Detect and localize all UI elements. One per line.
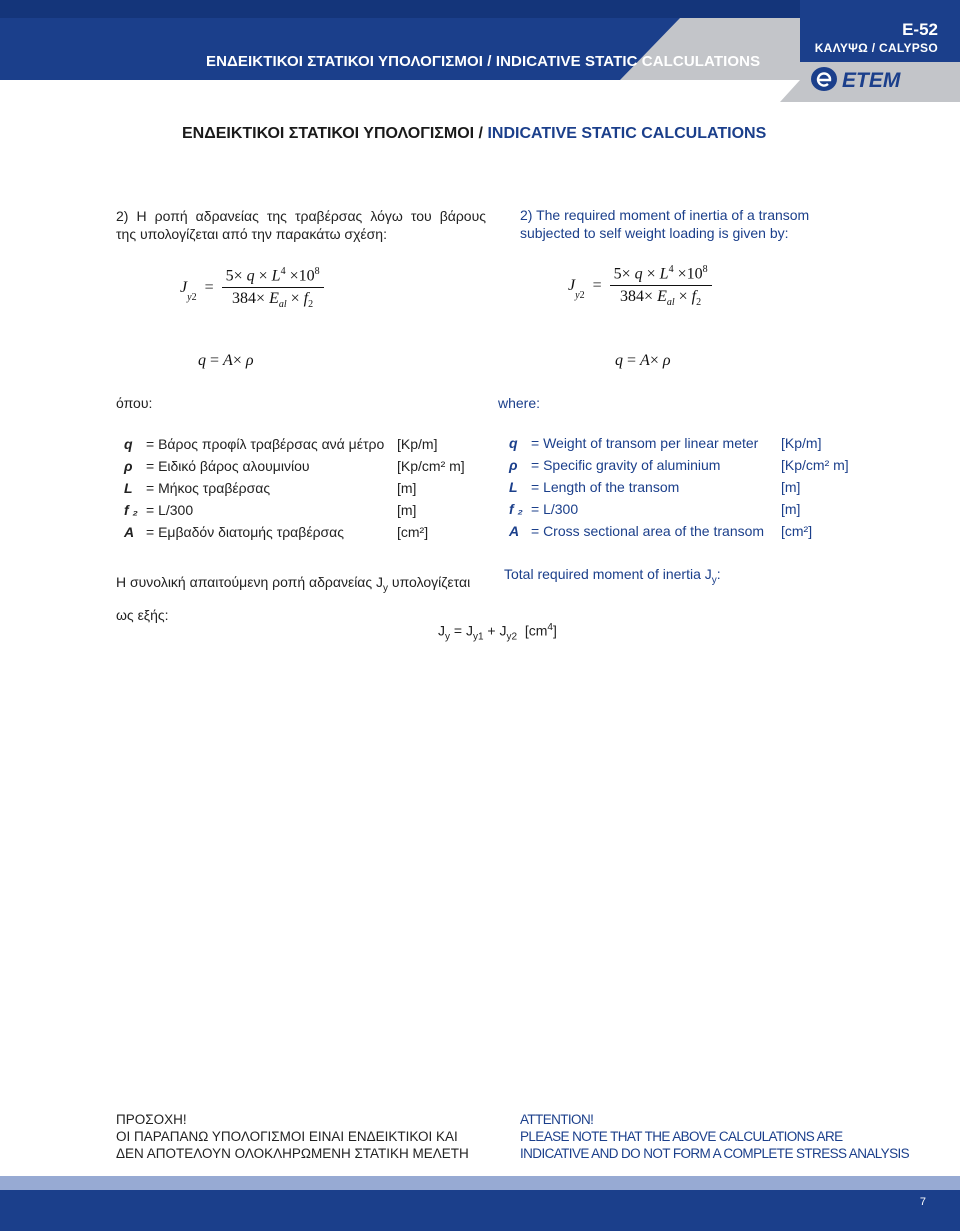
note-greek-line1: ΟΙ ΠΑΡΑΠΑΝΩ ΥΠΟΛΟΓΙΣΜΟΙ ΕΙΝΑΙ ΕΝΔΕΙΚΤΙΚΟΙ ΚΑΙ [116, 1129, 458, 1144]
intro-english [520, 206, 809, 242]
variable-desc: = L/300 [531, 501, 579, 517]
variable-symbol: q [124, 436, 133, 452]
formula-jy2-left: $J_{y2}$ = $\frac{5\times q \times L^4 \times 10^8}{384\times E_{al} \times f_2}$ [180, 266, 324, 311]
total-english-end: : [716, 566, 721, 582]
variable-desc: = Μήκος τραβέρσας [146, 480, 271, 496]
document-code: E-52 [902, 20, 938, 39]
note-greek-line2: ΔΕΝ ΑΠΟΤΕΛΟΥΝ ΟΛΟΚΛΗΡΩΜΕΝΗ ΣΤΑΤΙΚΗ ΜΕΛΕΤΗ [116, 1146, 469, 1161]
variable-symbol: q [509, 435, 518, 451]
intro-greek-line2: της υπολογίζεται από την παρακάτω σχέση: [116, 226, 387, 242]
variable-symbol: A [509, 523, 520, 539]
variable-unit: [cm²] [781, 523, 813, 539]
variable-desc: = Ειδικό βάρος αλουμινίου [146, 458, 310, 474]
total-greek-line1: Η συνολική απαιτούμενη ροπή αδρανείας J [116, 574, 384, 590]
page-title [182, 125, 766, 143]
note-english-line2: INDICATIVE AND DO NOT FORM A COMPLETE STRESS ANALYSIS [520, 1146, 910, 1161]
variable-symbol: ρ [124, 458, 133, 474]
where-english: where: [498, 395, 541, 411]
intro-greek [116, 207, 486, 243]
variables-english [509, 432, 889, 542]
variable-unit: [Kp/cm² m] [397, 458, 465, 474]
series-name: ΚΑΛΥΨΩ / CALYPSO [814, 41, 938, 55]
total-greek-line2: ως εξής: [116, 606, 169, 623]
variable-row [124, 433, 484, 455]
variable-row [124, 499, 484, 521]
intro-english-line1: 2) The required moment of inertia of a transom [520, 207, 810, 223]
formula-q-right: q = A× ρ [615, 352, 671, 369]
variable-desc: = Length of the transom [531, 479, 680, 495]
note-english-line1: PLEASE NOTE THAT THE ABOVE CALCULATIONS ARE [520, 1129, 843, 1144]
etem-logo [810, 66, 940, 92]
total-english-text: Total required moment of inertia J [504, 566, 712, 582]
variable-symbol: L [124, 480, 133, 496]
variable-unit: [Kp/m] [397, 436, 438, 452]
variable-unit: [m] [397, 480, 417, 496]
note-english-title: ATTENTION! [520, 1112, 594, 1127]
variable-unit: [m] [781, 479, 801, 495]
variable-row [509, 498, 889, 520]
intro-english-line2: subjected to self weight loading is given by: [520, 225, 789, 241]
footer-bar [0, 1190, 960, 1231]
variable-row [509, 432, 889, 454]
variable-row [124, 521, 484, 543]
variable-row [124, 455, 484, 477]
variable-row [509, 520, 889, 542]
variable-unit: [m] [781, 501, 801, 517]
variable-unit: [Kp/cm² m] [781, 457, 849, 473]
total-english [504, 565, 721, 590]
formula-q-left: q = A× ρ [198, 352, 254, 369]
page-title-greek: ΕΝΔΕΙΚΤΙΚΟΙ ΣΤΑΤΙΚΟΙ ΥΠΟΛΟΓΙΣΜΟΙ / [182, 125, 483, 142]
total-greek-sub: y [383, 582, 389, 594]
formula-jy-total: $J_y = J_{y1} + J_{y2}$ $[cm^4]$ [438, 622, 557, 643]
intro-greek-line1: 2) Η ροπή αδρανείας της τραβέρσας λόγω του βάρους [116, 208, 486, 224]
page-title-english: INDICATIVE STATIC CALCULATIONS [487, 125, 767, 142]
variable-symbol: f ₂ [509, 501, 523, 517]
logo-text: ETEM [842, 69, 901, 92]
variable-desc: = Cross sectional area of the transom [531, 523, 765, 539]
footer-stripe [0, 1176, 960, 1190]
variable-desc: = Βάρος προφίλ τραβέρσας ανά μέτρο [146, 436, 385, 452]
variable-symbol: L [509, 479, 518, 495]
variable-symbol: A [124, 524, 135, 540]
variable-desc: = L/300 [146, 502, 194, 518]
total-greek-line1-end: υπολογίζεται [388, 574, 471, 590]
total-greek [116, 569, 470, 628]
page-number: 7 [919, 1196, 926, 1208]
variable-row [124, 477, 484, 499]
note-greek [116, 1111, 469, 1162]
variables-greek [124, 433, 484, 543]
note-english [520, 1111, 909, 1162]
variable-row [509, 476, 889, 498]
header-title: ΕΝΔΕΙΚΤΙΚΟΙ ΣΤΑΤΙΚΟΙ ΥΠΟΛΟΓΙΣΜΟΙ / INDICATIVE STATIC CALCULATIONS [206, 53, 761, 70]
variable-unit: [m] [397, 502, 417, 518]
variable-unit: [Kp/m] [781, 435, 822, 451]
variable-desc: = Specific gravity of aluminium [531, 457, 721, 473]
variable-unit: [cm²] [397, 524, 429, 540]
variable-symbol: f ₂ [124, 502, 138, 518]
variable-symbol: ρ [509, 457, 518, 473]
total-english-sub: y [711, 574, 717, 586]
formula-jy2-right: $J_{y2}$ = $\frac{5\times q \times L^4 \times 10^8}{384\times E_{al} \times f_2}$ [568, 264, 712, 309]
where-greek: όπου: [116, 395, 153, 411]
note-greek-title: ΠΡΟΣΟΧΗ! [116, 1112, 187, 1127]
variable-row [509, 454, 889, 476]
variable-desc: = Weight of transom per linear meter [531, 435, 759, 451]
variable-desc: = Εμβαδόν διατομής τραβέρσας [146, 524, 345, 540]
